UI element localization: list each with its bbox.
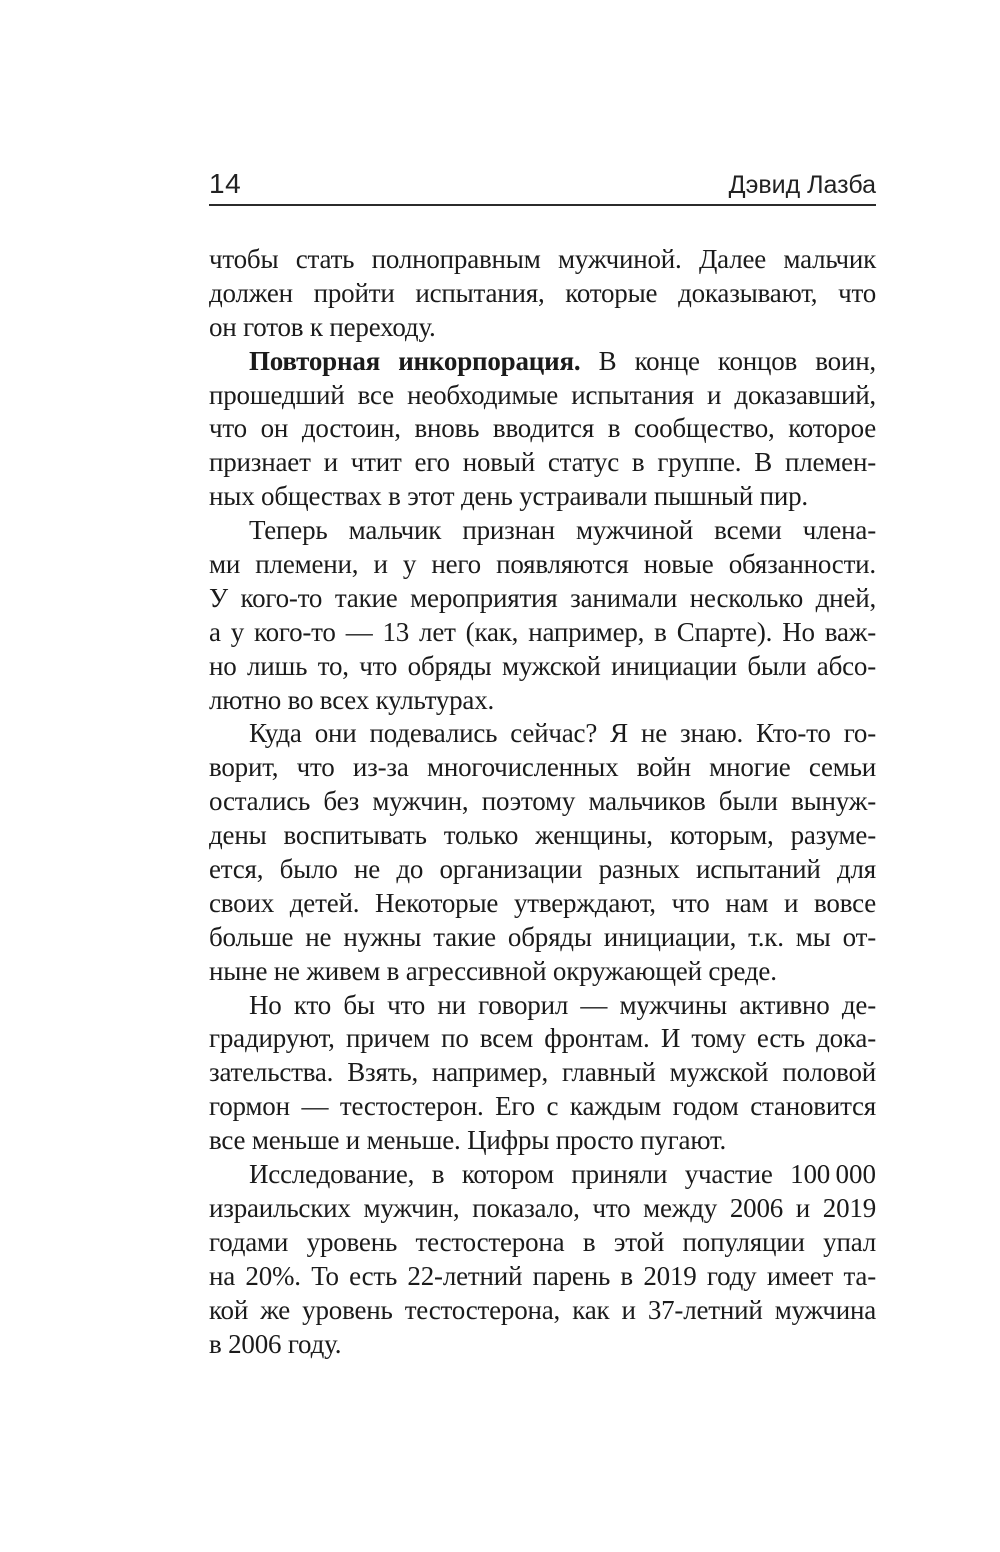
text-line: ми племени, и у него появляются новые обязанности.	[209, 549, 876, 580]
text-segment: В конце концов воин,	[580, 345, 876, 376]
text-line: Но кто бы что ни говорил — мужчины активно де-	[249, 989, 876, 1020]
header-rule	[209, 204, 876, 206]
text-line: остались без мужчин, поэтому мальчиков были вынуж-	[209, 786, 876, 817]
text-line: в 2006 году.	[209, 1328, 342, 1359]
page-body	[209, 243, 876, 1361]
text-line: израильских мужчин, показало, что между 2006 и 2019	[209, 1192, 876, 1223]
text-line: что он достоин, вновь вводится в сообщество, которое	[209, 413, 876, 444]
page-number: 14	[209, 168, 242, 199]
text-column	[209, 0, 876, 1361]
text-line: лютно во всех культурах.	[209, 684, 495, 715]
text-line: прошедший все необходимые испытания и доказавший,	[209, 379, 876, 410]
text-line: должен пройти испытания, которые доказывают, что	[209, 277, 876, 308]
paragraph	[209, 243, 876, 345]
text-line: на 20%. То есть 22-летний парень в 2019 году имеет та-	[209, 1260, 876, 1291]
running-title-author: Дэвид Лазба	[728, 171, 876, 199]
text-line: больше не нужны такие обряды инициации, т.к. мы от-	[209, 921, 876, 952]
bold-lead-in: Повторная инкорпорация.	[249, 345, 581, 376]
paragraph	[209, 345, 876, 514]
paragraph	[209, 989, 876, 1158]
text-line: все меньше и меньше. Цифры просто пугают.	[209, 1125, 727, 1156]
text-line: а у кого-то — 13 лет (как, например, в Спарте). Но важ-	[209, 616, 876, 647]
text-line: градируют, причем по всем фронтам. И тому есть дока-	[209, 1023, 876, 1054]
text-line: годами уровень тестостерона в этой популяции упал	[209, 1226, 876, 1257]
page-header	[209, 170, 876, 199]
text-line: ныне не живем в агрессивной окружающей среде.	[209, 955, 777, 986]
paragraph	[209, 717, 876, 988]
text-line: ется, было не до организации разных испытаний для	[209, 854, 876, 885]
paragraph	[209, 514, 876, 717]
paragraph	[209, 1158, 876, 1361]
text-line: признает и чтит его новый статус в группе. В племен-	[209, 447, 876, 478]
text-line: Исследование, в котором приняли участие 100 000	[249, 1159, 876, 1190]
text-line: зательства. Взять, например, главный мужской половой	[209, 1057, 876, 1088]
text-line: своих детей. Некоторые утверждают, что нам и вовсе	[209, 887, 876, 918]
text-line: У кого-то такие мероприятия занимали несколько дней,	[209, 582, 876, 613]
text-line: дены воспитывать только женщины, которым, разуме-	[209, 820, 876, 851]
text-line: Теперь мальчик признан мужчиной всеми члена-	[249, 515, 876, 546]
text-line: он готов к переходу.	[209, 311, 436, 342]
text-line: Куда они подевались сейчас? Я не знаю. Кто-то го-	[249, 718, 876, 749]
text-line: гормон — тестостерон. Его с каждым годом становится	[209, 1091, 876, 1122]
text-line: ных обществах в этот день устраивали пышный пир.	[209, 481, 808, 512]
text-line: кой же уровень тестостерона, как и 37-летний мужчина	[209, 1294, 876, 1325]
text-line: чтобы стать полноправным мужчиной. Далее мальчик	[209, 244, 876, 274]
text-line: но лишь то, что обряды мужской инициации были абсо-	[209, 650, 876, 681]
text-line	[209, 345, 876, 379]
text-line: ворит, что из-за многочисленных войн многие семьи	[209, 752, 876, 783]
